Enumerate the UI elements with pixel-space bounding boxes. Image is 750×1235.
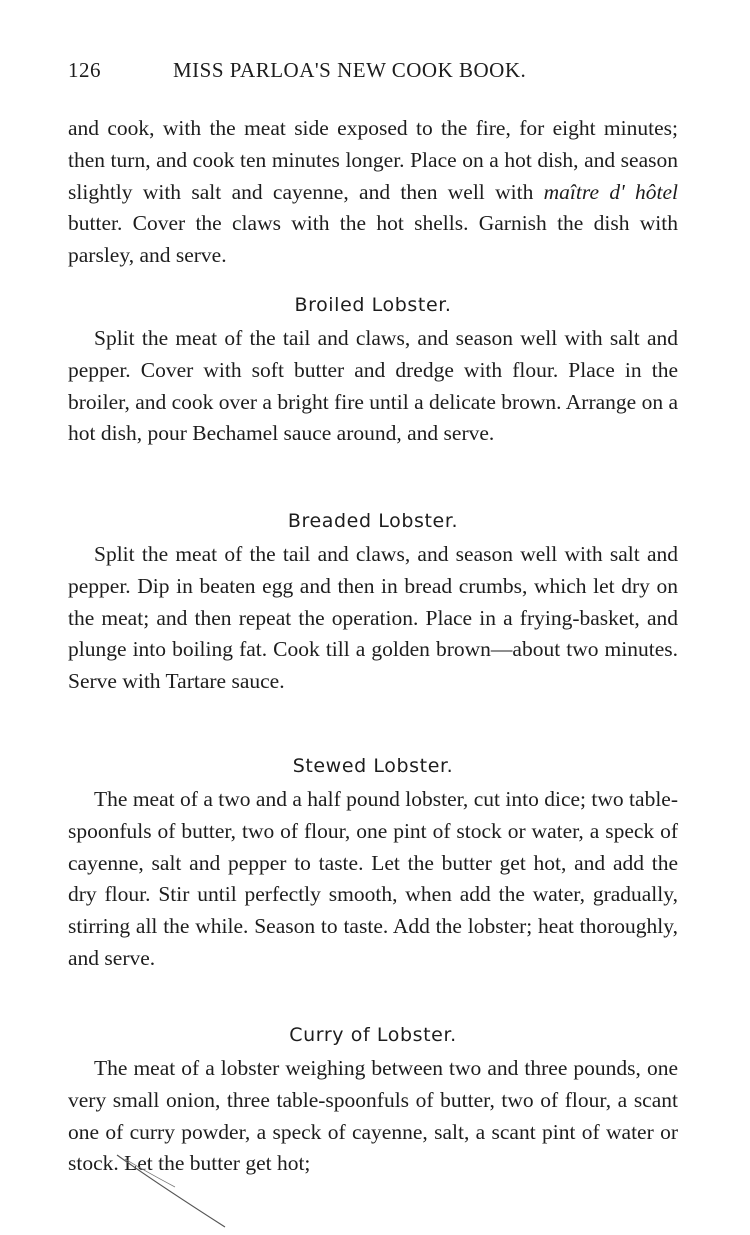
recipe-title: Broiled Lobster. xyxy=(294,294,452,316)
recipe-title: Breaded Lobster. xyxy=(287,510,459,532)
continued-paragraph: and cook, with the meat side exposed to the fire, for eight minutes; then turn, and cook ten minutes longer. Place on a hot dish, and season slightly with salt and cayenne, and then well with maître d' hôtel butter. Cover the claws with the hot shells. Garnish the dish with parsley, and serve. xyxy=(68,116,678,268)
recipe-title: Stewed Lobster. xyxy=(292,755,454,777)
recipe-title: Curry of Lobster. xyxy=(289,1024,457,1046)
page-number: 126 xyxy=(68,58,101,82)
recipe-text: The meat of a lobster weighing between two and three pounds, one very small onion, three table-spoonfuls of butter, two of flour, a scant one of curry powder, a speck of cayenne, salt, a scant pint of water or stock. Let the butter get hot; xyxy=(68,1056,678,1176)
maitre-d-hotel-italic: maître d' hôtel xyxy=(543,179,678,204)
recipe-stewed-lobster xyxy=(68,752,678,975)
recipe-text: Split the meat of the tail and claws, and season well with salt and pepper. Cover with soft butter and dredge with flour. Place in the broiler, and cook over a bright fire until a delicate brown. Arrange on a hot dish, pour Bechamel sauce around, and serve. xyxy=(68,326,678,446)
running-head xyxy=(68,58,688,88)
book-title: MISS PARLOA'S NEW COOK BOOK. xyxy=(173,58,527,82)
recipe-breaded-lobster xyxy=(68,507,678,698)
recipe-text: Split the meat of the tail and claws, and season well with salt and pepper. Dip in beaten egg and then in bread crumbs, which let dry on the meat; and then repeat the operation. Place in a frying-basket, and plunge into boiling fat. Cook till a golden brown—about two minutes. Serve with Tartare sauce. xyxy=(68,542,678,694)
pen-stroke-mark xyxy=(115,1145,235,1235)
recipe-broiled-lobster xyxy=(68,291,678,450)
recipe-text: The meat of a two and a half pound lobster, cut into dice; two table-spoonfuls of butter, two of flour, one pint of stock or water, a speck of cayenne, salt and pepper to taste. Let the butter get hot, and add the dry flour. Stir until perfectly smooth, when add the water, gradually, stirring all the while. Season to taste. Add the lobster; heat thoroughly, and serve. xyxy=(68,787,678,970)
continued-recipe-text xyxy=(68,113,678,272)
